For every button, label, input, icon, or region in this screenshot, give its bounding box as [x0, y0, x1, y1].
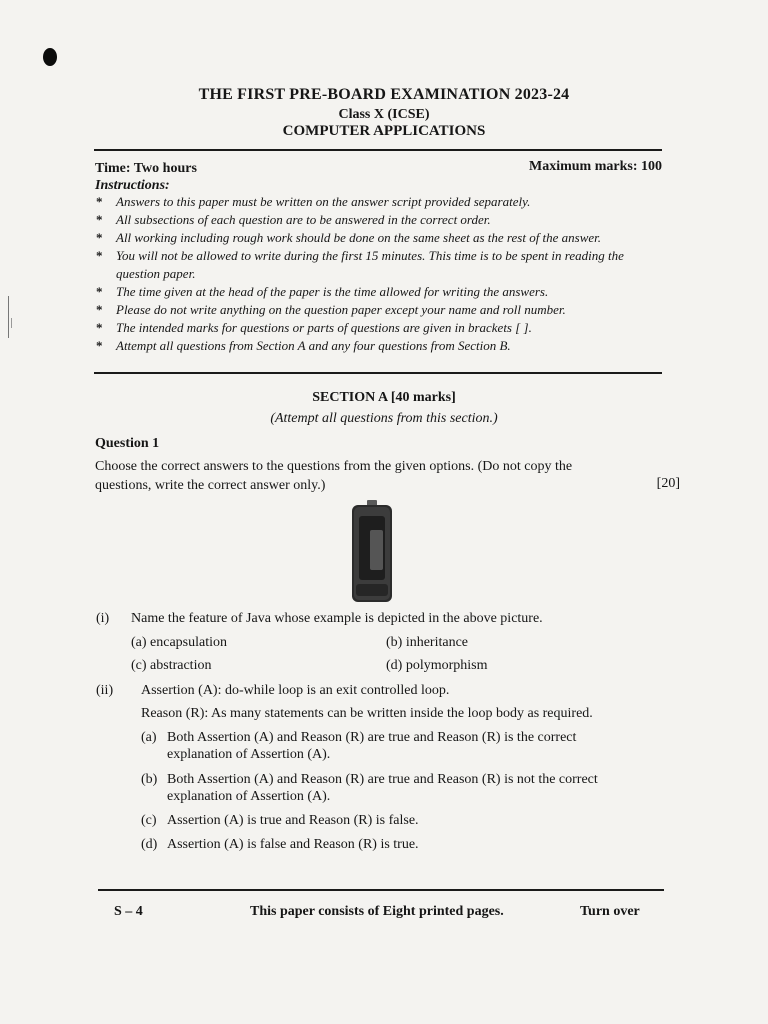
option-c: [141, 812, 641, 829]
option-label: (d): [141, 837, 158, 852]
subject-title: COMPUTER APPLICATIONS: [282, 123, 486, 139]
divider: [98, 889, 664, 891]
option-text: Assertion (A) is true and Reason (R) is false.: [167, 813, 419, 828]
instruction-item: * All subsections of each question are to be answered in the correct order.: [96, 211, 666, 229]
option-d: [141, 836, 641, 853]
sub-question-text: Name the feature of Java whose example is depicted in the above picture.: [131, 611, 543, 626]
option-a: [141, 729, 641, 763]
max-marks-label: Maximum marks: 100: [529, 159, 662, 174]
time-label: Time: Two hours: [95, 161, 197, 176]
option-d: (d) polymorphism: [386, 658, 488, 673]
instruction-item: * Please do not write anything on the question paper except your name and roll number.: [96, 301, 666, 319]
sub-question-number: (i): [96, 611, 110, 626]
instruction-item: * Attempt all questions from Section A and any four questions from Section B.: [96, 337, 666, 355]
instruction-item: * All working including rough work should be done on the same sheet as the rest of the answer.: [96, 229, 666, 247]
section-a-heading: SECTION A [40 marks]: [312, 390, 456, 405]
sub-question-number: (ii): [96, 683, 114, 698]
option-text: Both Assertion (A) and Reason (R) are true and Reason (R) is the correct explanation of Assertion (A).: [167, 730, 577, 762]
page-count-note: This paper consists of Eight printed pages.: [250, 904, 504, 919]
option-label: (b): [141, 772, 158, 787]
instruction-item: * You will not be allowed to write during the first 15 minutes. This time is to be spent in reading the question paper.: [96, 247, 666, 283]
instructions-list: [96, 193, 666, 355]
class-label: Class X (ICSE): [338, 107, 430, 122]
turn-over-note: Turn over: [580, 904, 640, 919]
question-1-label: Question 1: [95, 436, 160, 451]
margin-mark: [11, 318, 12, 328]
section-a-subheading: (Attempt all questions from this section.): [270, 411, 498, 426]
instruction-item: * Answers to this paper must be written on the answer script provided separately.: [96, 193, 666, 211]
divider: [94, 149, 662, 151]
divider: [94, 372, 662, 374]
option-b: [141, 771, 641, 805]
option-c: (c) abstraction: [131, 658, 212, 673]
question-1-text: Choose the correct answers to the questions from the given options. (Do not copy the questions, write the correct answer only.): [95, 459, 573, 493]
option-a: (a) encapsulation: [131, 635, 228, 650]
option-text: Both Assertion (A) and Reason (R) are true and Reason (R) is not the correct explanation of Assertion (A).: [167, 772, 598, 804]
option-b: (b) inheritance: [386, 635, 469, 650]
mobile-phone-image: [350, 500, 394, 603]
page-code: S – 4: [114, 904, 143, 919]
exam-title: THE FIRST PRE-BOARD EXAMINATION 2023-24: [198, 86, 570, 103]
instruction-item: * The intended marks for questions or parts of questions are given in brackets [ ].: [96, 319, 666, 337]
question-1-marks: [20]: [656, 476, 680, 491]
punch-hole-dot: [43, 48, 57, 66]
option-text: Assertion (A) is false and Reason (R) is true.: [167, 837, 419, 852]
reason-text: Reason (R): As many statements can be written inside the loop body as required.: [141, 706, 593, 721]
margin-mark: [8, 296, 9, 338]
option-label: (c): [141, 813, 157, 828]
instruction-item: * The time given at the head of the paper is the time allowed for writing the answers.: [96, 283, 666, 301]
instructions-heading: Instructions:: [95, 178, 170, 193]
option-label: (a): [141, 730, 157, 745]
assertion-text: Assertion (A): do-while loop is an exit controlled loop.: [141, 683, 450, 698]
